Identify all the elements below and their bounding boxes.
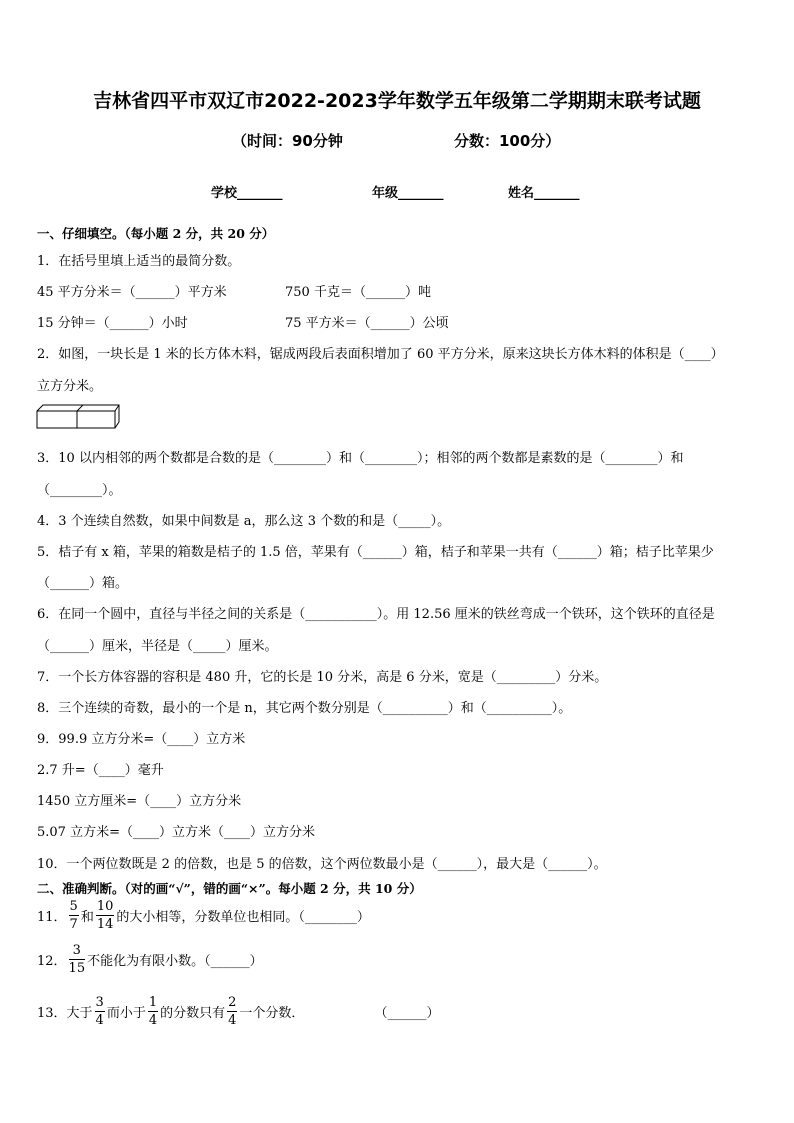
question-1d: 75 平方米＝（______）公顷	[285, 316, 449, 331]
denominator: 4	[148, 1013, 158, 1028]
question-11	[37, 898, 370, 933]
exam-score: 分数：100分）	[454, 132, 561, 150]
q13-prefix: 13．大于	[37, 1006, 93, 1021]
q13-answer-blank: （______）	[374, 1006, 440, 1021]
question-2-line-1: 2．如图，一块长是 1 米的长方体木料，锯成两段后表面积增加了 60 平方分米，原来这块长方体木料的体积是（____）	[37, 347, 724, 362]
denominator: 4	[95, 1013, 104, 1028]
numerator: 3	[95, 995, 104, 1010]
q13-text-2: 的分数只有	[160, 1006, 226, 1021]
cuboid-left-front	[37, 411, 77, 428]
fraction-5-7	[69, 898, 79, 933]
page-title: 吉林省四平市双辽市2022-2023学年数学五年级第二学期期末联考试题	[93, 90, 701, 112]
q12-text: 不能化为有限小数。（______）	[87, 954, 263, 969]
denominator: 14	[96, 917, 114, 932]
cuboid-top-side	[37, 405, 119, 428]
question-1b: 750 千克＝（______）吨	[285, 285, 431, 300]
q11-text: 的大小相等，分数单位也相同。（________）	[116, 910, 370, 925]
section-2-heading: 二、准确判断。（对的画“√”，错的画“×”。每小题 2 分，共 10 分）	[37, 881, 422, 896]
denominator: 15	[68, 961, 86, 976]
q12-number: 12．	[37, 954, 67, 969]
fraction-10-14	[96, 898, 115, 933]
question-9a: 9．99.9 立方分米=（____）立方米	[37, 732, 246, 747]
question-4: 4．3 个连续自然数，如果中间数是 a，那么这 3 个数的和是（_____）。	[37, 514, 451, 529]
numerator: 10	[96, 899, 114, 914]
cuboid-right-front	[77, 411, 115, 428]
q13-text-3: 一个分数．	[239, 1006, 305, 1021]
fraction-3-4	[95, 994, 105, 1029]
question-5-line-2: （______）箱。	[37, 576, 129, 591]
grade-field: 年级_______	[372, 186, 444, 201]
numerator: 3	[69, 942, 86, 960]
numerator: 2	[228, 995, 237, 1010]
q11-and: 和	[80, 910, 94, 925]
question-9d: 5.07 立方米=（____）立方米（____）立方分米	[37, 825, 315, 840]
denominator: 4	[228, 1013, 237, 1028]
exam-time: （时间：90分钟	[232, 132, 343, 150]
cuboid-divider	[77, 405, 83, 411]
question-6-line-1: 6．在同一个圆中，直径与半径之间的关系是（___________）。用 12.56 厘米的铁丝弯成一个铁环，这个铁环的直径是	[37, 607, 715, 622]
fraction-2-4	[227, 994, 237, 1029]
numerator: 1	[148, 995, 158, 1010]
question-12	[37, 942, 263, 977]
school-field: 学校_______	[211, 186, 283, 201]
denominator: 7	[69, 917, 78, 932]
question-13	[37, 994, 439, 1029]
numerator: 5	[69, 899, 78, 914]
fraction-1-4	[148, 994, 158, 1029]
question-7: 7．一个长方体容器的容积是 480 升，它的长是 10 分米，高是 6 分米，宽是（_________）分米。	[37, 670, 608, 685]
question-1: 1．在括号里填上适当的最简分数。	[37, 254, 241, 269]
question-8: 8．三个连续的奇数，最小的一个是 n，其它两个数分别是（__________）和（__________）。	[37, 701, 572, 716]
question-3-line-1: 3．10 以内相邻的两个数都是合数的是（________）和（________）；相邻的两个数都是素数的是（________）和	[37, 451, 684, 466]
name-field: 姓名_______	[508, 186, 580, 201]
question-3-line-2: （________）。	[37, 483, 122, 498]
question-2-line-2: 立方分米。	[37, 379, 103, 394]
question-1a: 45 平方分米＝（______）平方米	[37, 285, 227, 300]
question-5-line-1: 5．桔子有 x 箱，苹果的箱数是桔子的 1.5 倍，苹果有（______）箱，桔子和苹果一共有（______）箱；桔子比苹果少	[37, 545, 714, 560]
question-9c: 1450 立方厘米=（____）立方分米	[37, 794, 242, 809]
q13-text-1: 而小于	[106, 1006, 146, 1021]
cuboid-figure	[36, 404, 120, 430]
question-1c: 15 分钟＝（______）小时	[37, 316, 188, 331]
fraction-3-15	[69, 942, 86, 977]
question-9b: 2.7 升=（____）毫升	[37, 763, 164, 778]
section-1-heading: 一、仔细填空。（每小题 2 分，共 20 分）	[37, 226, 275, 241]
question-10: 10．一个两位数既是 2 的倍数，也是 5 的倍数，这个两位数最小是（______），最大是（______）。	[37, 857, 607, 872]
question-6-line-2: （______）厘米，半径是（_____）厘米。	[37, 639, 278, 654]
q11-number: 11．	[37, 910, 67, 925]
cuboid-edge	[115, 405, 119, 411]
